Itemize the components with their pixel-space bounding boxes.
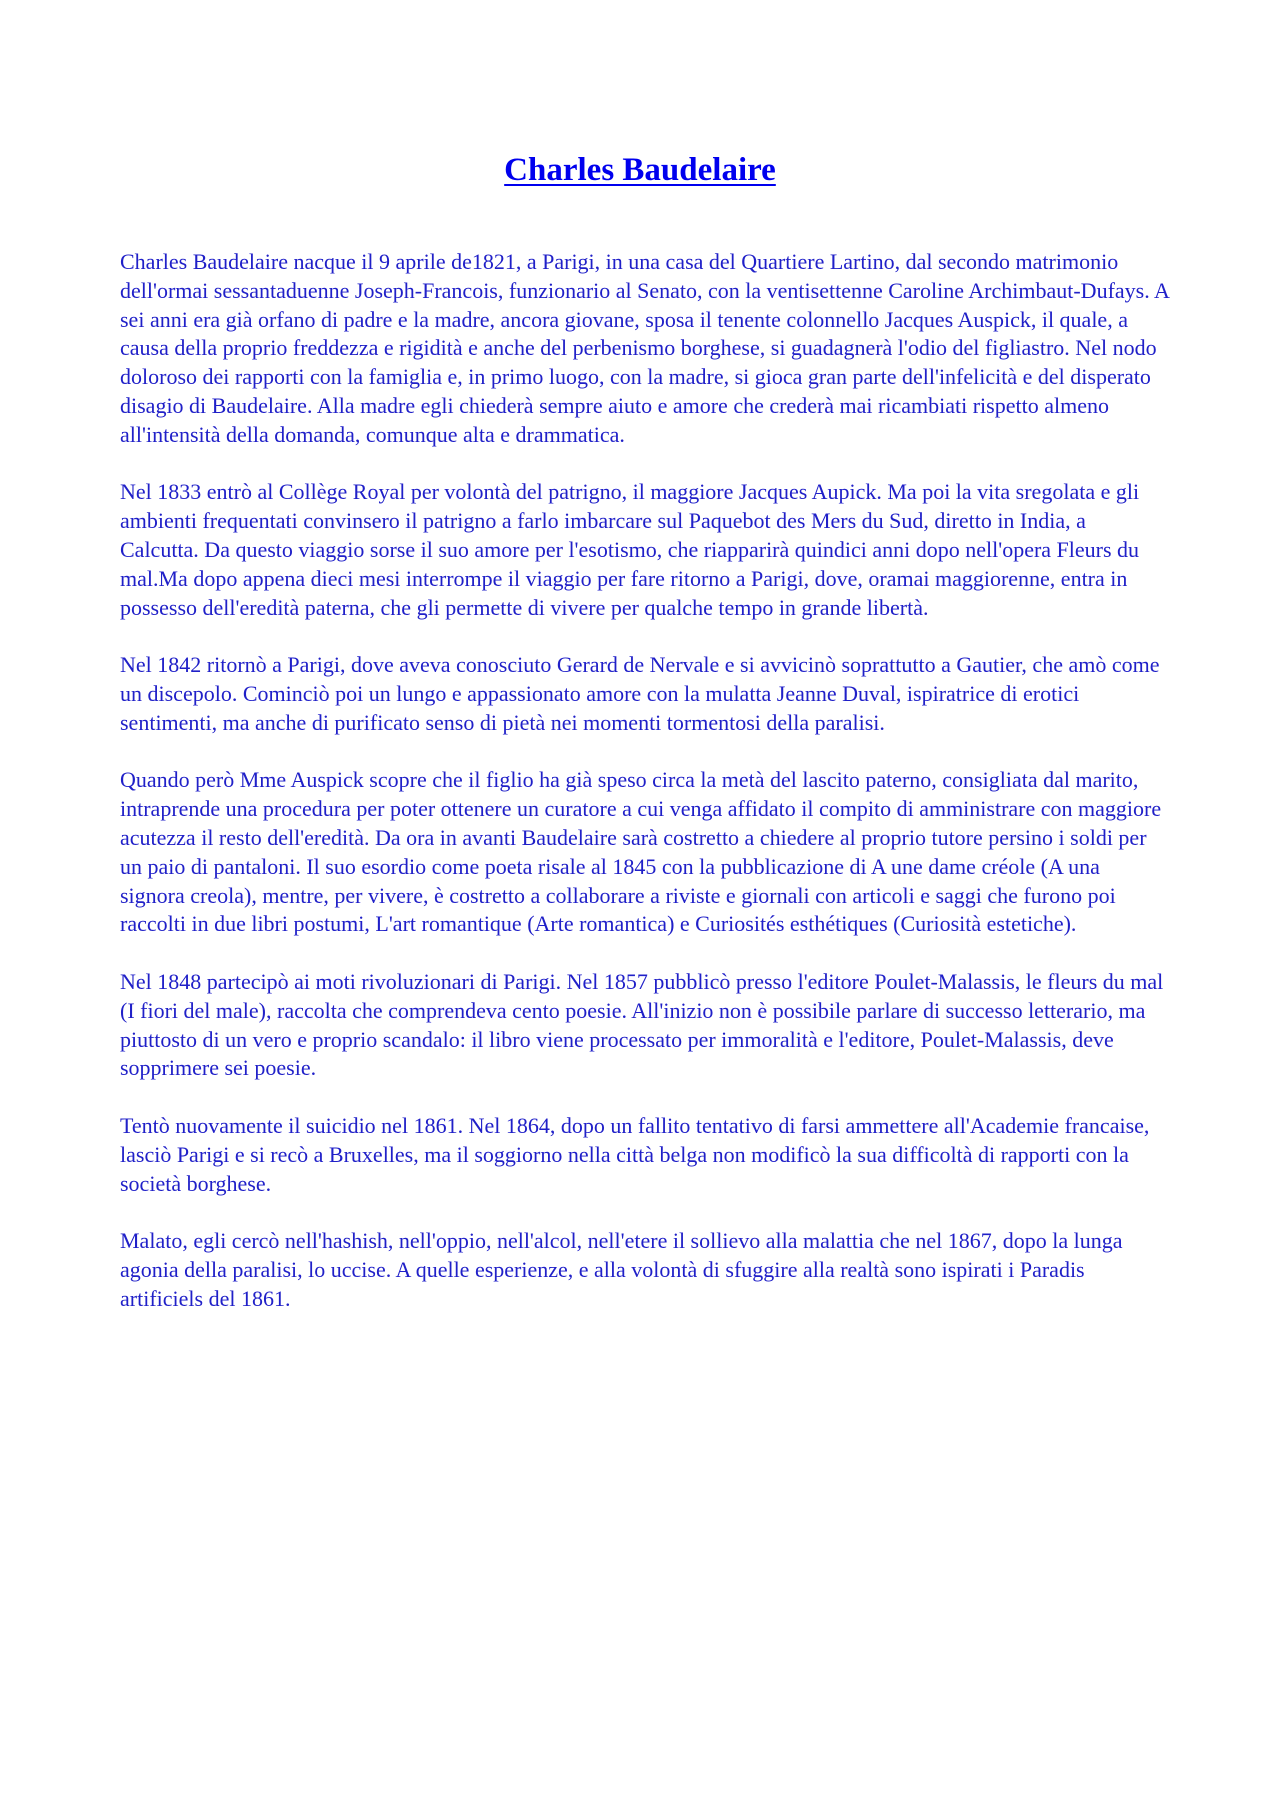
paragraph-1: Charles Baudelaire nacque il 9 aprile de1821, a Parigi, in una casa del Quartiere Lartino, dal secondo matrimonio dell'ormai sessantaduenne Joseph-Francois, funzionario al Senato, con la ventisettenne Caroline Archimbaut-Dufays. A sei anni era già orfano di padre e la madre, ancora giovane, sposa il tenente colonnello Jacques Auspick, il quale, a causa della proprio freddezza e rigidità e anche del perbenismo borghese, si guadagnerà l'odio del figliastro. Nel nodo doloroso dei rapporti con la famiglia e, in primo luogo, con la madre, si gioca gran parte dell'infelicità e del disperato disagio di Baudelaire. Alla madre egli chiederà sempre aiuto e amore che crederà mai ricambiati rispetto almeno all'intensità della domanda, comunque alta e drammatica. [120,249,1169,447]
paragraph-2: Nel 1833 entrò al Collège Royal per volontà del patrigno, il maggiore Jacques Aupick. Ma poi la vita sregolata e gli ambienti frequentati convinsero il patrigno a farlo imbarcare sul Paquebot des Mers du Sud, diretto in India, a Calcutta. Da questo viaggio sorse il suo amore per l'esotismo, che riapparirà quindici anni dopo nell'opera Fleurs du mal.Ma dopo appena dieci mesi interrompe il viaggio per fare ritorno a Parigi, dove, oramai maggiorenne, entra in possesso dell'eredità paterna, che gli permette di vivere per qualche tempo in grande libertà. [120,479,1140,620]
paragraph-5: Nel 1848 partecipò ai moti rivoluzionari di Parigi. Nel 1857 pubblicò presso l'editore Poulet-Malassis, le fleurs du mal (I fiori del male), raccolta che comprendeva cento poesie. All'inizio non è possibile parlare di successo letterario, ma piuttosto di un vero e proprio scandalo: il libro viene processato per immoralità e l'editore, Poulet-Malassis, deve sopprimere sei poesie. [120,968,1164,1081]
document-body [120,248,1170,1342]
paragraph-3: Nel 1842 ritornò a Parigi, dove aveva conosciuto Gerard de Nervale e si avvicinò soprattutto a Gautier, che amò come un discepolo. Cominciò poi un lungo e appassionato amore con la mulatta Jeanne Duval, ispiratrice di erotici sentimenti, ma anche di purificato senso di pietà nei momenti tormentosi della paralisi. [120,652,1160,735]
paragraph-7: Malato, egli cercò nell'hashish, nell'oppio, nell'alcol, nell'etere il sollievo alla malattia che nel 1867, dopo la lunga agonia della paralisi, lo uccise. A quelle esperienze, e alla volontà di sfuggire alla realtà sono ispirati i Paradis artificiels del 1861. [120,1228,1123,1311]
document-title: Charles Baudelaire [504,152,776,188]
paragraph-6: Tentò nuovamente il suicidio nel 1861. Nel 1864, dopo un fallito tentativo di farsi ammettere all'Academie francaise, lasciò Parigi e si recò a Bruxelles, ma il soggiorno nella città belga non modificò la sua difficoltà di rapporti con la società borghese. [120,1112,1150,1196]
paragraph-4: Quando però Mme Auspick scopre che il figlio ha già speso circa la metà del lascito paterno, consigliata dal marito, intraprende una procedura per poter ottenere un curatore a cui venga affidato il compito di amministrare con maggiore acutezza il resto dell'eredità. Da ora in avanti Baudelaire sarà costretto a chiedere al proprio tutore persino i soldi per un paio di pantaloni. Il suo esordio come poeta risale al 1845 con la pubblicazione di A une dame créole (A una signora creola), mentre, per vivere, è costretto a collaborare a riviste e giornali con articoli e saggi che furono poi raccolti in due libri postumi, L'art romantique (Arte romantica) e Curiosités esthétiques (Curiosità estetiche). [120,767,1162,937]
